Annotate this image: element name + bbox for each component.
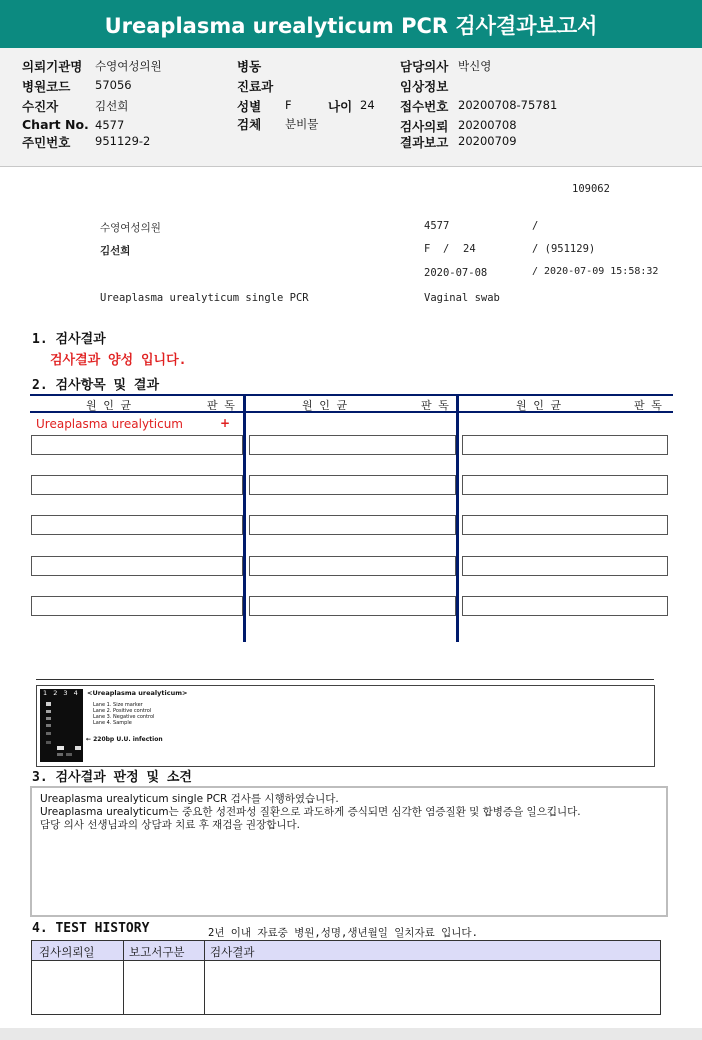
header-info [0,48,702,167]
col3-pathogen-header: 원 인 균 [516,399,562,412]
summary-birth: / (951129) [532,243,596,255]
col3-judgement-header: 판 독 [634,399,662,412]
specimen-value: 분비물 [285,117,319,131]
result-pathogen-name: Ureaplasma urealyticum [36,417,183,431]
section1-result: 검사결과 양성 입니다. [50,353,187,368]
section1-title: 1. 검사결과 [32,332,106,347]
gel-title: <Ureaplasma urealyticum> [87,689,188,697]
section4-title: 4. TEST HISTORY [32,921,150,936]
hospital-code-value: 57056 [95,78,132,92]
age-label: 나이 [328,99,353,114]
department-label: 진료과 [237,79,274,94]
resident-no-value: 951129-2 [95,134,151,148]
summary-date-reported: / 2020-07-09 15:58:32 [532,266,659,277]
gel-lane-desc-3: Lane 3. Negative control [93,714,155,720]
result-cell [31,596,243,616]
gel-lane-numbers: 1 2 3 4 [43,689,80,697]
result-cell [249,596,456,616]
history-note: 2년 이내 자료중 병원,성명,생년월일 일치자료 입니다. [208,927,478,939]
receipt-no-value: 20200708-75781 [458,98,558,112]
summary-age: 24 [463,243,476,255]
report-title: Ureaplasma urealyticum PCR 검사결과보고서 [0,0,702,48]
summary-hospital: 수영여성의원 [100,222,161,234]
gel-lane-desc-2: Lane 2. Positive control [93,708,152,714]
report-date-label: 결과보고 [400,135,449,150]
section2-title: 2. 검사항목 및 결과 [32,378,160,393]
clinical-info-label: 임상정보 [400,79,449,94]
result-cell [249,435,456,455]
history-col-report-type: 보고서구분 [129,945,185,959]
doctor-label: 담당의사 [400,59,449,74]
doctor-value: 박신영 [458,59,492,73]
col1-pathogen-header: 원 인 균 [86,399,132,412]
request-date-value: 20200708 [458,118,517,132]
summary-patient: 김선희 [100,245,131,257]
age-value: 24 [360,98,375,112]
result-cell [462,515,668,535]
summary-date-received: 2020-07-08 [424,267,488,279]
col2-judgement-header: 판 독 [421,399,449,412]
hospital-value: 수영여성의원 [95,59,162,73]
request-date-label: 검사의뢰 [400,119,449,134]
report-code: 109062 [572,183,610,195]
summary-separator: / [443,243,450,255]
resident-no-label: 주민번호 [22,135,71,150]
opinion-line-1: Ureaplasma urealyticum single PCR 검사를 시행하였습니다. [40,793,339,805]
result-cell [31,515,243,535]
table-top-line [30,394,673,396]
receipt-no-label: 접수번호 [400,99,449,114]
chart-no-value: 4577 [95,118,125,132]
page-bottom-strip [0,1028,702,1040]
patient-label: 수진자 [22,99,59,114]
gel-panel [36,685,655,767]
chart-no-label: Chart No. [22,117,89,132]
result-cell [31,435,243,455]
hospital-code-label: 병원코드 [22,79,71,94]
result-cell [249,556,456,576]
gel-band-label: ← 220bp U.U. infection [86,736,163,743]
opinion-box [30,786,668,917]
gel-image [40,689,83,762]
history-header-row [32,941,660,961]
history-col-request-date: 검사의뢰일 [39,945,95,959]
sex-label: 성별 [237,99,262,114]
history-col-result: 검사결과 [210,945,255,959]
history-table [31,940,661,1015]
report-date-value: 20200709 [458,134,517,148]
result-cell [462,556,668,576]
specimen-label: 검체 [237,117,262,132]
table-divider-2 [456,394,459,642]
patient-value: 김선희 [95,99,129,113]
gel-lane-desc-4: Lane 4. Sample [93,720,132,726]
summary-test-name: Ureaplasma urealyticum single PCR [100,292,309,304]
gel-lane-desc-1: Lane 1. Size marker [93,702,143,708]
result-cell [462,596,668,616]
ward-label: 병동 [237,59,262,74]
section3-title: 3. 검사결과 판정 및 소견 [32,770,192,785]
col2-pathogen-header: 원 인 균 [302,399,348,412]
result-cell [31,475,243,495]
summary-sex: F [424,243,431,255]
col1-judgement-header: 판 독 [207,399,235,412]
result-cell [249,515,456,535]
result-positive-mark: + [220,416,231,430]
summary-chart: 4577 [424,220,450,232]
opinion-line-3: 담당 의사 선생님과의 상담과 치료 후 재검을 권장합니다. [40,819,300,831]
result-cell [31,556,243,576]
result-cell [249,475,456,495]
opinion-line-2: Ureaplasma urealyticum는 중요한 성전파성 질환으로 과도하게 증식되면 심각한 염증질환 및 합병증을 일으킵니다. [40,806,581,818]
result-cell [462,435,668,455]
sex-value: F [285,98,292,112]
table-divider-1 [243,394,246,642]
gel-separator [36,679,654,680]
hospital-label: 의뢰기관명 [22,59,83,74]
summary-specimen: Vaginal swab [424,292,500,304]
summary-slash: / [532,220,539,232]
result-cell [462,475,668,495]
